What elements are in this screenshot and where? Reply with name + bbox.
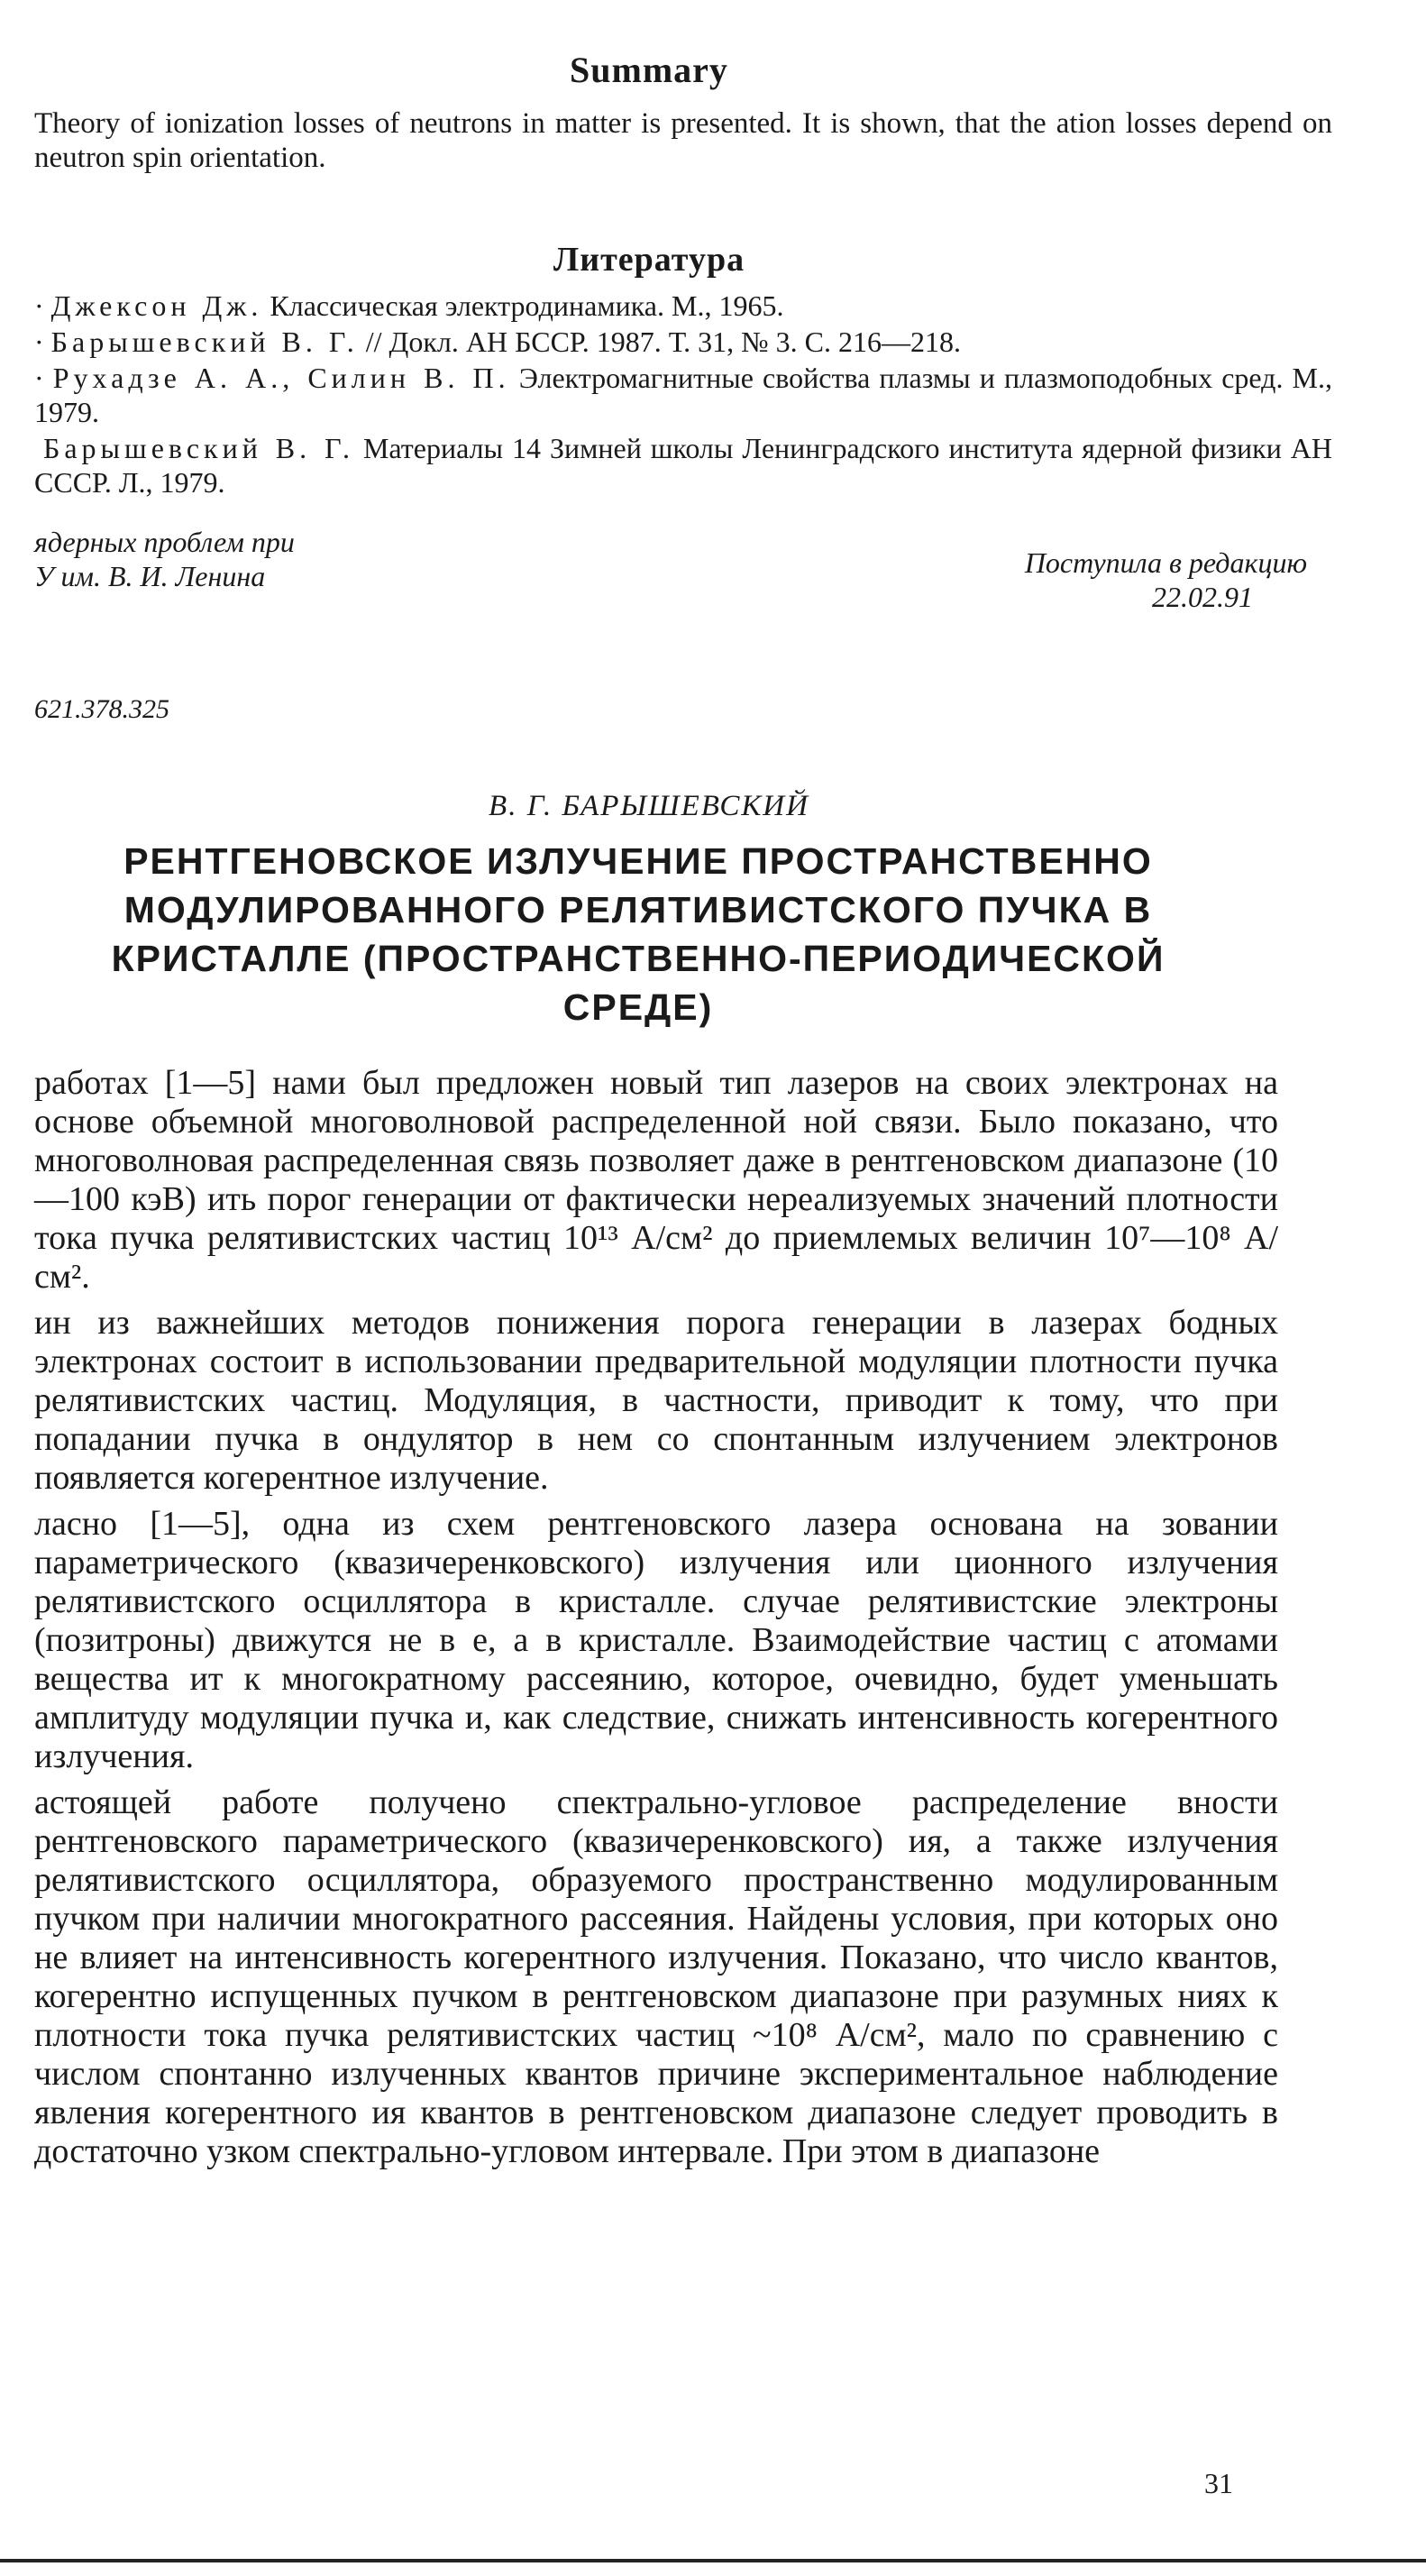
article-title: РЕНТГЕНОВСКОЕ ИЗЛУЧЕНИЕ ПРОСТРАНСТВЕННО МОДУЛИРОВАННОГО РЕЛЯТИВИСТСКОГО ПУЧКА В КРИСТАЛЛЕ (ПРОСТРАНСТВЕННО-ПЕРИОДИЧЕСКОЙ СРЕДЕ) — [111, 840, 1165, 1028]
reference-text: Материалы 14 Зимней школы Ленинградского института ядерной физики АН СССР. Л., 1979. — [34, 432, 1333, 499]
institution-line: ядерных проблем при — [34, 526, 295, 558]
received-date: 22.02.91 — [1152, 581, 1253, 613]
reference-text: Электромагнитные свойства плазмы и плазмоподобных сред. М., 1979. — [34, 362, 1333, 428]
reference-item: · Рухадзе А. А., Силин В. П. Электромагнитные свойства плазмы и плазмоподобных сред. М., 1979. — [34, 362, 1333, 428]
institution-line: У им. В. И. Ленина — [34, 560, 266, 592]
udc-code: 621.378.325 — [34, 694, 169, 724]
received-label: Поступила в редакцию — [1024, 546, 1307, 579]
summary-heading: Summary — [570, 50, 728, 90]
references-heading: Литература — [553, 241, 745, 279]
institution-affiliation — [34, 525, 295, 593]
body-paragraph: ласно [1—5], одна из схем рентгеновского лазера основана на зовании параметрического (квазичеренковского) излучения или ционного излучения релятивистского осциллятора в кристалле. случае релятивистские электроны (позитроны) движутся не в е, а в кристалле. Взаимодействие частиц с атомами вещества ит к многократному рассеянию, которое, очевидно, будет уменьшать амплитуду модуляции пучка и, как следствие, снижать интенсивность когерентного излучения. — [34, 1505, 1278, 1775]
reference-item: · Барышевский В. Г. // Докл. АН БССР. 1987. Т. 31, № 3. С. 216—218. — [34, 325, 961, 358]
body-paragraph: работах [1—5] нами был предложен новый тип лазеров на своих электронах на основе объемной многоволновой распределенной ной связи. Было показано, что многоволновая распределенная связь позволяет даже в рентгеновском диапазоне (10—100 кэВ) ить порог генерации от фактически нереализуемых значений плотности тока пучка релятивистских частиц 10¹³ А/см² до приемлемых величин 10⁷—10⁸ А/см². — [34, 1064, 1278, 1296]
reference-text: // Докл. АН БССР. 1987. Т. 31, № 3. С. 216—218. — [365, 325, 961, 358]
article-body — [34, 1064, 1278, 2178]
article-author: В. Г. БАРЫШЕВСКИЙ — [489, 790, 809, 822]
references-list — [34, 289, 1332, 501]
summary-text: Theory of ionization losses of neutrons in matter is presented. It is shown, that the ation losses depend on neutron spin orientation. — [34, 107, 1332, 174]
bottom-rule — [0, 2559, 1426, 2562]
reference-author: Барышевский В. Г. — [50, 325, 359, 358]
reference-item — [34, 431, 1332, 500]
body-paragraph: астоящей работе получено спектрально-угловое распределение вности рентгеновского параметрического (квазичеренковского) ия, а также излучения релятивистского осциллятора, образуемого пространственно модулированным пучком при наличии многократного рассеяния. Найдены условия, при которых оно не влияет на интенсивность когерентного излучения. Показано, что число квантов, когерентно испущенных пучком в рентгеновском диапазоне при разумных ниях к плотности тока пучка релятивистских частиц ~10⁸ А/см², мало по сравнению с числом спонтанно излученных квантов причине экспериментальное наблюдение явления когерентного ия квантов в рентгеновском диапазоне следует проводить в достаточно узком спектрально-угловом интервале. При этом в диапазоне — [34, 1783, 1278, 2170]
reference-author: Барышевский В. Г. — [42, 432, 354, 464]
reference-text: Классическая электродинамика. М., 1965. — [270, 289, 784, 322]
body-paragraph: ин из важнейших методов понижения порога генерации в лазерах бодных электронах состоит в использовании предварительной модуляции плотности пучка релятивистских частиц. Модуляция, в частности, приводит к тому, что при попадании пучка в ондулятор в нем со спонтанным излучением электронов появляется когерентное излучение. — [34, 1304, 1278, 1497]
reference-author: Джексон Дж. — [50, 289, 263, 322]
reference-item: · Джексон Дж. Классическая электродинамика. М., 1965. — [34, 289, 784, 322]
page-number: 31 — [1204, 2467, 1233, 2499]
received-note — [937, 545, 1307, 614]
reference-author: Рухадзе А. А., Силин В. П. — [52, 362, 510, 394]
